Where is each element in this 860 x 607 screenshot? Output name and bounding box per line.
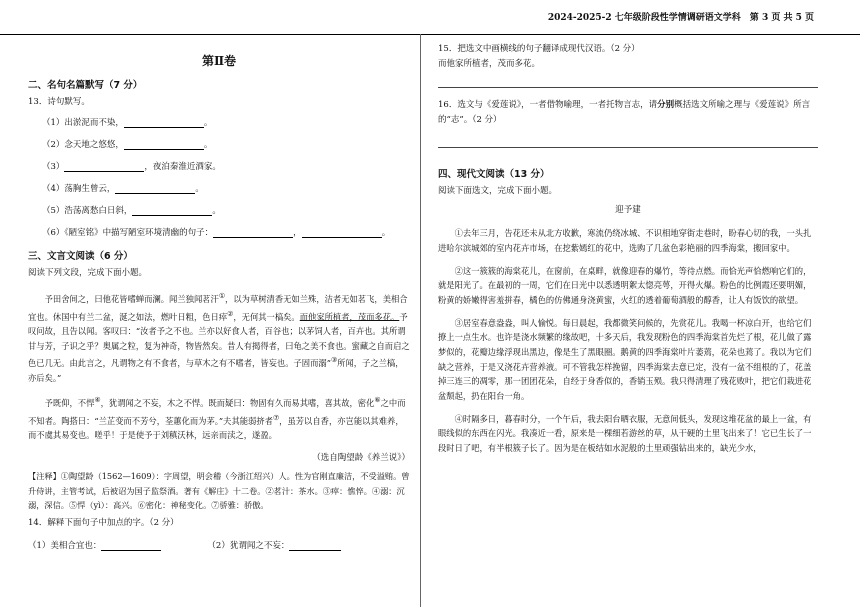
q15-sentence: 而他家所植者，茂而多花。 [438, 59, 541, 69]
q13-item-6-end: 。 [381, 228, 391, 238]
answer-line[interactable] [438, 146, 818, 148]
q16-text-a: 16．选文与《爱莲说》，一者借物喻理，一者托物言志，请 [438, 100, 658, 110]
q13-item-3 [28, 160, 410, 172]
underlined-sentence: 而他家所植者，茂而多花。 [299, 311, 400, 322]
article-para-2: ②这一簇簇的海棠花儿，在窗前，在桌畔，就像迎春的爆竹，等待点燃。而恰光声恰燃响它们的，就是阳光了。在最初的一周，它们在日光中以悉透明絮太惚亮萼，开得火爆。粉色的比例霞还要明媚，粉黄的娇嫩得害羞拼春，橘色的仿佛通身浇黄蜜，火红的透着葡萄酒般的醇香，让人有饭饮的欲望。 [438, 265, 812, 305]
section-3-heading: 三、文言文阅读（6 分） [28, 251, 133, 262]
section-2-heading: 二、名句名篇默写（7 分） [28, 80, 143, 91]
q13-item-2 [28, 138, 410, 150]
para2-part-d: ，虽芳以自香，亦岂能以其难养，而不虞其易变也。嗟乎！于是使予于刘稹沃林，远亲而渎之，遂盈。 [28, 415, 404, 441]
page-header [0, 0, 860, 35]
q13-item-4 [28, 182, 410, 194]
q13-item-6-text: （6）《陋室铭》中描写陋室环境清幽的句子： [42, 228, 214, 238]
article-para-3: ③居室春意盎盎，叫人愉悦。每日晨起，我都微笑问候的，先赏花儿。我喝一杯凉白开，也给它们撩上一点生水。也许是浇水频繁的缘故吧，十多天后，我发现粉色的四季海棠首先烂了根，花儿做了露梦似的，花瓣边缘浮现出黑边，像是生了黑眼圈。鹅黄的四季海棠叶片萎蔫，花朵也蔫了。我以为它们缺之营养，于是又浇花卉营养液。可不管我怎样挽留，四季海棠去意已定，没有一盆不组根的了，花盖掉三连三的凋零，那一团团花朵，自经于身香似的，香销玉殒。我只得清理了残花败叶，把它们栽进花盆颓起，扔在阳台一角。 [438, 317, 812, 401]
article-para-4: ④时隔多日，暮春时分，一个午后，我去阳台晒衣服，无意间低头，发现这堆花盆的最上一盆，有眼线似的东西在闪光。我凑近一看，原来是一棵细若游丝的草，从干硬的土里飞出来了！它已生长了一段时日了吧，有半根簇子长了。因为是在板结如水泥般的土里顽强钻出来的，缺光少水， [438, 413, 812, 453]
answer-blank[interactable] [132, 205, 212, 216]
section-4-heading: 四、现代文阅读（13 分） [438, 169, 550, 180]
para2-part-b: ，犹谓闻之不妄，木之不悍。既而疑曰：物固有久而易其嗜，喜其故，密化 [100, 398, 375, 409]
q13-item-1-text: （1）出淤泥而不染， [42, 118, 124, 128]
answer-blank[interactable] [101, 540, 161, 551]
q13-stem: 13．诗句默写。 [28, 97, 90, 107]
classical-passage-para-1 [28, 289, 410, 385]
column-divider [420, 34, 421, 607]
notes: 【注释】①陶望龄（1562—1609）：字周望，明会稽（今浙江绍兴）人。性为官刚直廉洁，不受溢贿。曾升侍讲，主管考试，后被诏为国子监祭酒。著有《解庄》十二卷。②茗汁：茶水。③瘁：憔悴。④溺：沉溺，深信。⑤悍（yì）：高兴。⑥密化：神秘变化。⑦骄雅：骄傲。 [28, 471, 410, 511]
volume-title: 第Ⅱ卷 [201, 54, 237, 68]
note-ref-5: ⑥ [374, 396, 381, 405]
answer-blank[interactable] [213, 227, 293, 238]
q13-item-4-end: 。 [195, 184, 204, 194]
note-ref-1: ① [218, 292, 226, 301]
answer-blank[interactable] [302, 227, 382, 238]
q16-emphasis: 分别 [657, 100, 675, 110]
section-3-intro: 阅读下列文段，完成下面小题。 [28, 268, 148, 278]
para1-part-b: ，以为草树清香无如兰殊，洁者无如茗飞，美相合宜也。休国中有兰二盆，涎之如法，燃叶日粗，色日瘁 [28, 294, 408, 322]
para2-part-a: 予既仰，不悍 [44, 398, 95, 409]
answer-blank[interactable] [124, 117, 204, 128]
answer-line[interactable] [438, 86, 818, 88]
note-ref-2: ② [227, 309, 234, 318]
para1-part-c: ，无何其一槁矣。 [233, 311, 300, 322]
right-column [438, 40, 818, 607]
q14-1-text: （1）美相合宜也： [28, 540, 102, 551]
answer-blank[interactable] [289, 540, 341, 551]
section-4-intro: 阅读下面选文，完成下面小题。 [438, 186, 558, 196]
article-title: 迎予建 [615, 205, 641, 215]
q14-subquestions [28, 539, 410, 551]
q13-item-5 [28, 204, 410, 216]
para1-part-d: 予叹问故，且告以闻。客叹曰：“汝者予之不也。兰亦以好食人者，百谷也；以茅饲人者，百卉也。其所谓甘与芳，子识之乎？奥属之粒，复为神奇，物皆然矣。昔人有揭得者，曰龟之美不食也。蜜藏之自而启之色已几无。由此言之，凡谓物之有不食者，与草木之有不嗜者，皆妄也。子固而溺” [28, 311, 410, 368]
q14-stem: 14．解释下面句子中加点的字。（2 分） [28, 517, 179, 528]
note-ref-6: ⑦ [272, 413, 280, 422]
header-text: 2024-2025-2 七年级阶段性学情调研语文学科 第 3 页 共 5 页 [547, 13, 814, 23]
answer-blank[interactable] [124, 139, 204, 150]
q14-1 [28, 539, 161, 551]
note-ref-3: ③ [330, 356, 338, 365]
q13-item-3-text: （3） [42, 162, 65, 172]
q13-item-2-end: 。 [203, 140, 213, 150]
q15-stem: 15．把选文中画横线的句子翻译成现代汉语。（2 分） [438, 44, 640, 54]
q14-2-text: （2）犹谓闻之不妄： [207, 540, 290, 551]
article-para-1: ①去年三月，告花还未从北方收歉，寒流仍绕冰城、不识相地穿街走巷时，盼春心切的我，一头扎进哈尔滨城郊的室内花卉市场，在挖紫嫣红的花中，选购了几盆色彩艳丽的四季海棠，搬回家中。 [438, 228, 812, 253]
q16-text-b: 概括选文所喻之理与《爱莲说》所言的“志”。（2 分） [438, 100, 811, 125]
q13-item-1 [28, 116, 410, 128]
passage-source: （选自陶望龄《养兰说》） [312, 453, 410, 464]
para1-part-a: 予田舍间之，曰他花皆嗜蝉而澜。闻兰独闻茗汗 [44, 294, 219, 305]
answer-blank[interactable] [115, 183, 195, 194]
classical-passage-para-2 [28, 393, 410, 442]
q13-item-2-text: （2）念天地之悠悠， [42, 140, 124, 150]
q13-item-6-comma: ， [293, 228, 302, 238]
q16-stem [438, 98, 818, 128]
note-ref-4: ④ [94, 396, 101, 405]
q14-2 [207, 539, 341, 551]
q13-item-1-end: 。 [203, 118, 213, 128]
answer-blank[interactable] [64, 161, 144, 172]
para2-part-c: 之中而不知者。陶搭曰：“兰芷变而不芳兮，荃蕙化而为茅。”夫其能弱挤者 [28, 398, 406, 426]
para1-part-e: 所闻，子之兰槁，亦后矣。” [28, 357, 404, 383]
q13-item-5-end: 。 [212, 206, 221, 216]
q13-item-4-text: （4）荡胸生曾云， [42, 184, 116, 194]
left-column [28, 40, 410, 607]
q13-item-6 [28, 226, 410, 238]
q13-item-5-text: （5）浩荡离愁白日斜， [42, 206, 133, 216]
q13-item-3-end: ，夜泊秦淮近酒家。 [144, 162, 221, 172]
